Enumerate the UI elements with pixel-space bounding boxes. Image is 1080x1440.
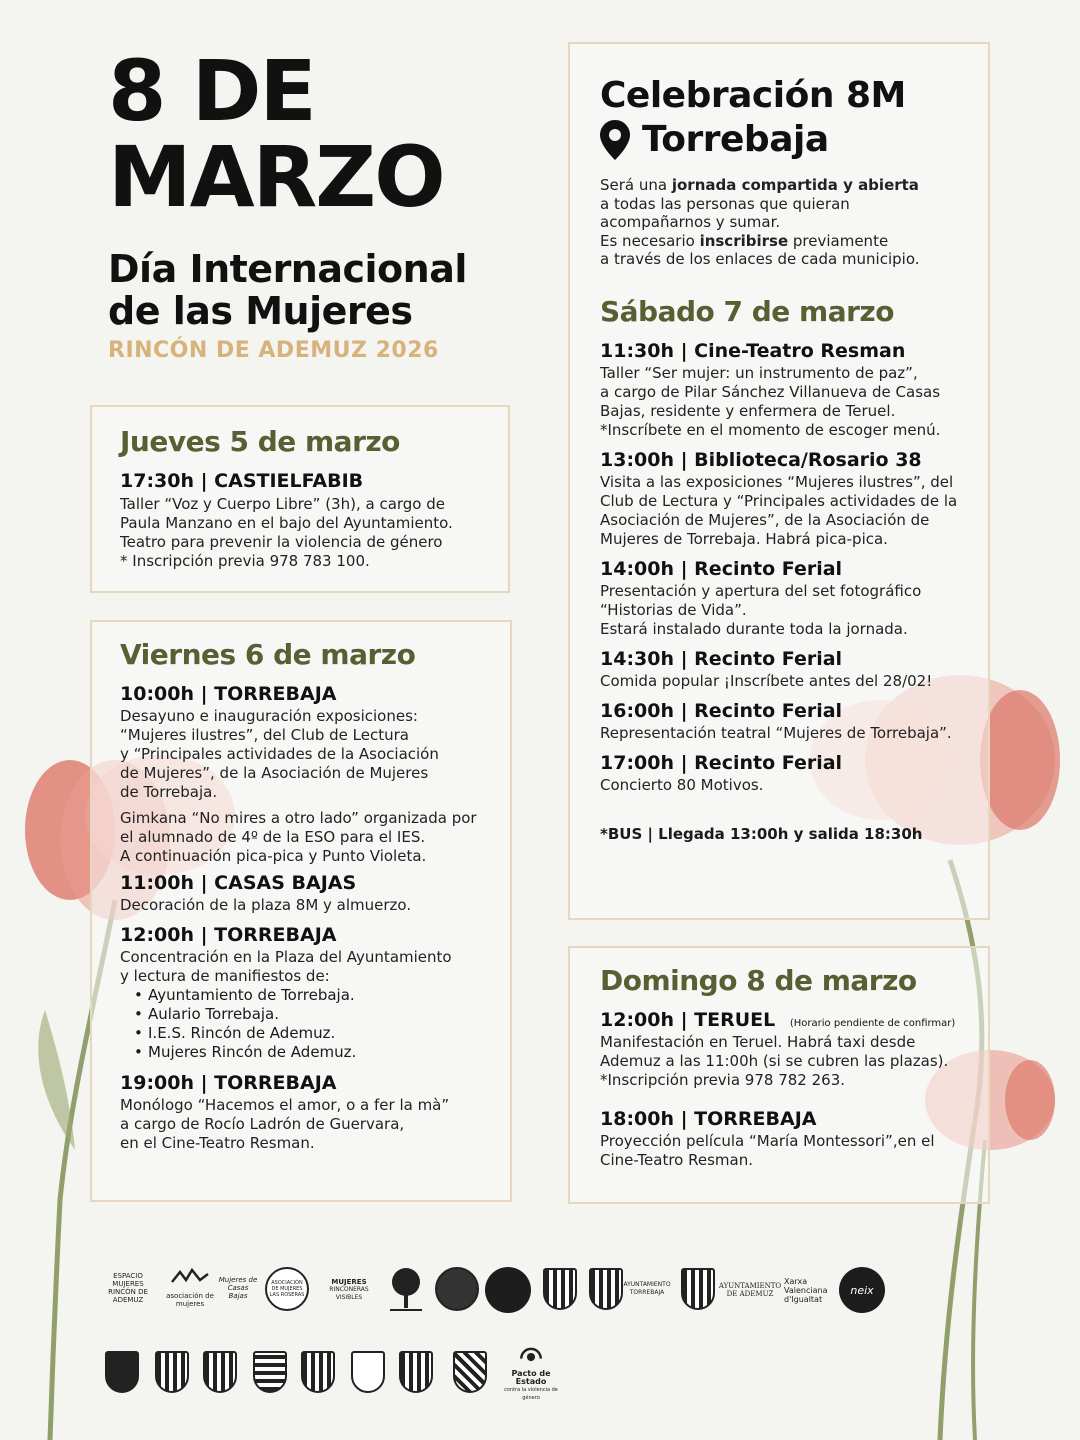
event-text: Presentación y apertura del set fotográfico “Historias de Vida”. Estará instalado durante toda la jornada. [600, 581, 922, 638]
event-text: Concentración en la Plaza del Ayuntamiento y lectura de manifiestos de: [120, 948, 452, 985]
logo-mujeres-casas-bajas [218, 1262, 258, 1314]
event-text: Taller “Voz y Cuerpo Libre” (3h), a cargo de Paula Manzano en el bajo del Ayuntamiento. Teatro para prevenir la violencia de género * Inscripción previa 978 783 100. [120, 495, 453, 570]
domingo-box [568, 946, 990, 1204]
event-time: 16:00h | Recinto Ferial [600, 699, 843, 722]
logo-shield-3 [678, 1264, 718, 1314]
event-time: 17:00h | Recinto Ferial [600, 751, 843, 774]
celebration-place: Torrebaja [642, 119, 829, 160]
logo-text: neix [850, 1283, 874, 1297]
logo-text: AYUNTAMIENTO TORREBAJA [623, 1281, 671, 1296]
event-time: 14:00h | Recinto Ferial [600, 557, 843, 580]
logo-shield-9 [348, 1346, 388, 1398]
event-time: 11:00h | CASAS BAJAS [120, 872, 357, 894]
logo-text: RINCONERAS VISIBLES [329, 1286, 369, 1301]
list-item: • Ayuntamiento de Torrebaja. [120, 986, 482, 1005]
event [120, 924, 482, 1062]
list-item: • Aulario Torrebaja. [120, 1005, 482, 1024]
logo-shield-2 [588, 1264, 624, 1314]
event-text: Proyección película “María Montessori”,en el Cine-Teatro Resman. [600, 1132, 935, 1169]
logo-text: asociación de mujeres [166, 1292, 214, 1308]
logo-circle-1 [434, 1266, 480, 1312]
event [600, 558, 958, 639]
event-time: 17:30h | CASTIELFABIB [120, 470, 364, 492]
event-text-2: Gimkana “No mires a otro lado” organizada por el alumnado de 4º de la ESO para el IES. A continuación pica-pica y Punto Violeta. [120, 809, 477, 865]
subtitle [108, 248, 467, 332]
jueves-box [90, 405, 510, 593]
event-text: Representación teatral “Mujeres de Torrebaja”. [600, 723, 952, 742]
pacto-circle-icon [513, 1344, 549, 1370]
manifesto-list [120, 986, 482, 1062]
logo-tree [384, 1264, 428, 1314]
logo-text: ASOCIACIÓN DE MUJERES LAS ROSERAS [269, 1280, 305, 1298]
event-text: Taller “Ser mujer: un instrumento de paz”, a cargo de Pilar Sánchez Villanueva de Casas Bajas, residente y enfermera de Teruel. *Inscríbete en el momento de escoger menú. [600, 363, 941, 439]
birds-icon [170, 1268, 210, 1292]
logo-text: AYUNTAMIENTO DE ADEMUZ [718, 1282, 782, 1298]
logo-text: Xarxa Valenciana d'Igualtat [784, 1276, 828, 1304]
tree-icon [386, 1266, 426, 1312]
event [600, 700, 958, 743]
logo-text: Mujeres de Casas Bajas [218, 1276, 258, 1300]
intro-line: a todas las personas que quieran [600, 194, 850, 213]
event-text: Desayuno e inauguración exposiciones: “Mujeres ilustres”, del Club de Lectura y “Principales actividades de la Asociación de Mujeres”, de la Asociación de Mujeres de Torrebaja. [120, 707, 439, 801]
location-pin-icon [600, 120, 630, 160]
logo-shield-11 [450, 1346, 490, 1398]
logo-shield-5 [152, 1346, 192, 1398]
event-time: 18:00h | TORREBAJA [600, 1108, 817, 1130]
event-text: Decoración de la plaza 8M y almuerzo. [120, 896, 412, 914]
title-line-2: MARZO [108, 128, 444, 226]
event-time: 12:00h | TORREBAJA [120, 924, 337, 946]
logo-circle-2 [484, 1266, 532, 1314]
bus-info: *BUS | Llegada 13:00h y salida 18:30h [600, 824, 923, 843]
event [600, 340, 958, 440]
intro-text-part: Es necesario [600, 231, 700, 250]
subtitle-line-1: Día Internacional [108, 247, 467, 291]
event [120, 872, 482, 915]
event-time-label: 12:00h | TERUEL [600, 1009, 776, 1031]
intro-line: a través de los enlaces de cada municipio. [600, 250, 920, 268]
event [120, 683, 482, 866]
logo-ayto-torrebaja [622, 1276, 672, 1302]
event-time: 11:30h | Cine-Teatro Resman [600, 339, 906, 362]
event-text: Concierto 80 Motivos. [600, 775, 764, 794]
event [600, 449, 958, 549]
event-time [600, 1009, 958, 1031]
list-item: • Mujeres Rincón de Ademuz. [120, 1043, 482, 1062]
logo-espacio-mujeres [98, 1262, 158, 1314]
logo-asociacion-mujeres [166, 1262, 214, 1314]
intro-text-part: Será una [600, 176, 672, 194]
celebration-place-row [600, 118, 958, 162]
logo-shield-10 [396, 1346, 436, 1398]
jueves-heading: Jueves 5 de marzo [120, 425, 400, 458]
intro-bold: jornada compartida y abierta [671, 176, 919, 194]
event [120, 470, 480, 571]
event-text: Manifestación en Teruel. Habrá taxi desde Ademuz a las 11:00h (si se cubren las plazas). *Inscripción previa 978 782 263. [600, 1033, 949, 1089]
logo-shield-1 [540, 1264, 580, 1314]
subtitle-line-2: de las Mujeres [108, 289, 413, 333]
event-time: 10:00h | TORREBAJA [120, 683, 337, 705]
event [600, 752, 958, 795]
title-line-1: 8 DE [108, 42, 315, 140]
intro-text-part: previamente [788, 231, 889, 250]
list-item: • I.E.S. Rincón de Ademuz. [120, 1024, 482, 1043]
intro-bold: inscribirse [699, 231, 789, 250]
logo-conneix [838, 1266, 886, 1314]
event [600, 648, 958, 691]
logo-shield-7 [250, 1346, 290, 1398]
event [600, 1108, 958, 1170]
logo-pacto-estado [496, 1344, 566, 1402]
event [120, 1072, 482, 1153]
sabado-heading: Sábado 7 de marzo [600, 294, 894, 328]
logo-text: ESPACIO MUJERES RINCÓN DE ADEMUZ [108, 1272, 148, 1304]
viernes-box [90, 620, 512, 1202]
intro-line: acompañarnos y sumar. [600, 213, 781, 231]
logo-las-roseras [264, 1266, 310, 1312]
celebration-title: Celebración 8M [600, 75, 906, 116]
event-time: 14:30h | Recinto Ferial [600, 647, 843, 670]
event-text: Comida popular ¡Inscríbete antes del 28/02! [600, 671, 933, 690]
main-title [108, 42, 444, 226]
viernes-heading: Viernes 6 de marzo [120, 638, 416, 671]
logo-rinconeras-visibles [318, 1262, 380, 1318]
logo-text: Pacto de Estado [511, 1369, 551, 1386]
logo-shield-8 [298, 1346, 338, 1398]
logo-text: contra la violencia de género [504, 1387, 558, 1401]
region-label: RINCÓN DE ADEMUZ 2026 [108, 338, 439, 363]
event-text: Monólogo “Hacemos el amor, o a fer la mà” a cargo de Rocío Ladrón de Guervara, en el Cine-Teatro Resman. [120, 1096, 450, 1152]
logo-shield-4 [102, 1346, 142, 1398]
event-time: 13:00h | Biblioteca/Rosario 38 [600, 448, 922, 471]
event [600, 1009, 958, 1090]
event-text: Visita a las exposiciones “Mujeres ilustres”, del Club de Lectura y “Principales actividades de la Asociación de Mujeres”, de la Asociación de Mujeres de Torrebaja. Habrá pica-pica. [600, 472, 958, 548]
logo-xarxa [784, 1270, 836, 1310]
event-time: 19:00h | TORREBAJA [120, 1072, 337, 1094]
intro-text [600, 176, 958, 269]
time-note: (Horario pendiente de confirmar) [789, 1018, 956, 1029]
sabado-box [568, 42, 990, 920]
logo-ayto-ademuz [720, 1270, 780, 1310]
logo-text: MUJERES [331, 1278, 367, 1286]
domingo-heading: Domingo 8 de marzo [600, 964, 917, 997]
logo-shield-6 [200, 1346, 240, 1398]
